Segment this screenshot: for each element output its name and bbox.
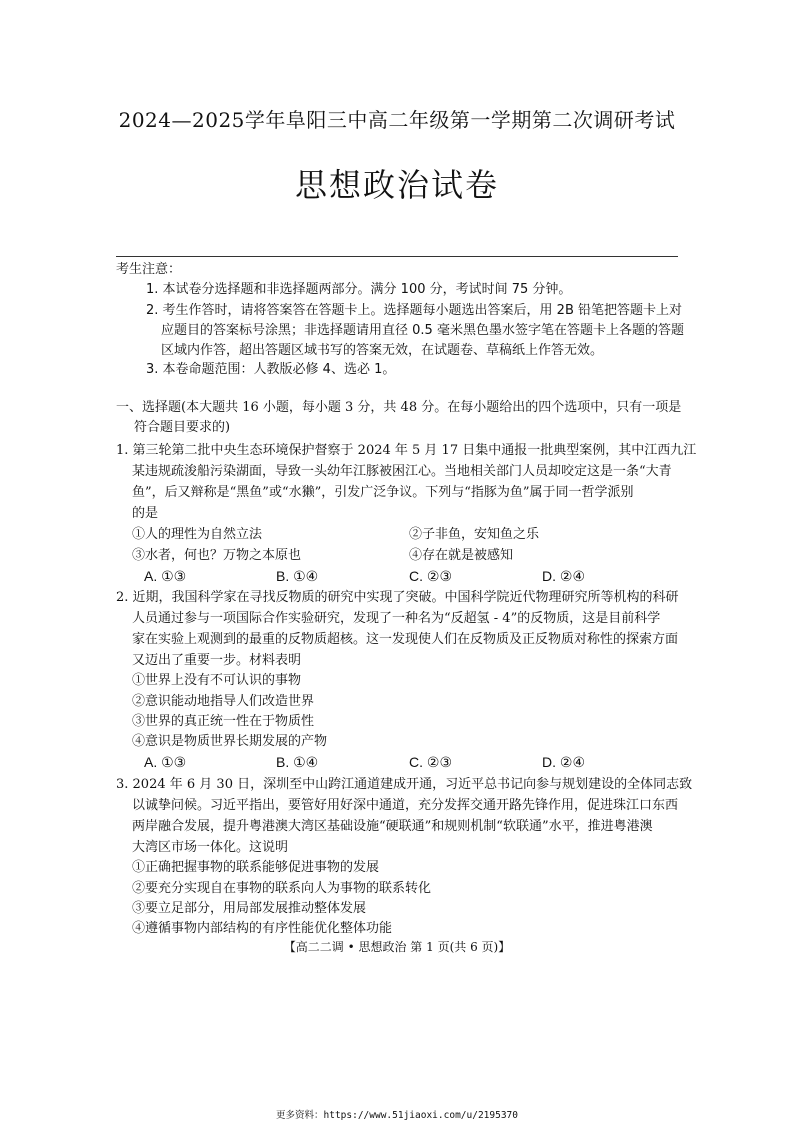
notice-item-2-line-1: 2. 考生作答时，请将答案答在答题卡上。选择题每小题选出答案后，用 2B 铅笔把答题卡上对	[146, 303, 682, 318]
q2-stem-line-2: 人员通过参与一项国际合作实验研究，发现了一种名为“反超氢 - 4”的反物质，这是目前科学	[132, 611, 661, 626]
q3-option-3: ③要立足部分，用局部发展推动整体发展	[132, 901, 367, 916]
q1-option-2: ②子非鱼，安知鱼之乐	[409, 527, 540, 542]
q1-option-3: ③水者，何也？万物之本原也	[132, 548, 302, 563]
section-1-heading-cont: 符合题目要求的)	[134, 420, 231, 435]
q2-option-2: ②意识能动地指导人们改造世界	[132, 694, 315, 709]
notice-item-2-line-2: 应题目的答案标号涂黑；非选择题请用直径 0.5 毫米黑色墨水签字笔在答题卡上各题的答题	[161, 323, 684, 338]
q1-option-4: ④存在就是被感知	[409, 548, 514, 563]
q1-option-1: ①人的理性为自然立法	[132, 527, 263, 542]
q1-choice-c: C. ②③	[409, 568, 452, 584]
q1-stem-line-4: 的是	[132, 506, 159, 521]
more-resources-link[interactable]: 更多资料：https://www.51jiaoxi.com/u/2195370	[276, 1110, 518, 1121]
q1-stem-line-1: 1. 第三轮第二批中央生态环境保护督察于 2024 年 5 月 17 日集中通报一批典型案例，其中江西九江	[116, 443, 697, 458]
q3-option-4: ④遵循事物内部结构的有序性能优化整体功能	[132, 921, 393, 936]
section-1-heading: 一、选择题(本大题共 16 小题，每小题 3 分，共 48 分。在每小题给出的四个选项中，只有一项是	[116, 400, 682, 415]
q2-choice-d: D. ②④	[542, 754, 585, 770]
q2-choice-c: C. ②③	[409, 754, 452, 770]
header-divider	[116, 256, 678, 257]
q2-choice-b: B. ①④	[276, 754, 319, 770]
q1-choice-d: D. ②④	[542, 568, 585, 584]
q3-option-2: ②要充分实现自在事物的联系向人为事物的联系转化	[132, 881, 432, 896]
q1-stem-line-2: 某违规疏浚船污染湖面，导致一头幼年江豚被困江心。当地相关部门人员却咬定这是一条“大青	[132, 464, 672, 479]
q2-stem-line-4: 又迈出了重要一步。材料表明	[132, 653, 302, 668]
notice-item-1: 1. 本试卷分选择题和非选择题两部分。满分 100 分，考试时间 75 分钟。	[146, 282, 572, 297]
paper-subject-title: 思想政治试卷	[294, 166, 499, 204]
q3-stem-line-2: 以诚挚问候。习近平指出，要管好用好深中通道，充分发挥交通开路先锋作用，促进珠江口东西	[132, 798, 679, 813]
q3-stem-line-1: 3. 2024 年 6 月 30 日，深圳至中山跨江通道建成开通，习近平总书记向参与规划建设的全体同志致	[116, 777, 693, 792]
page-footer: 【高二二调 • 思想政治 第 1 页(共 6 页)】	[283, 940, 511, 954]
q2-option-3: ③世界的真正统一性在于物质性	[132, 714, 315, 729]
notice-heading: 考生注意：	[116, 262, 182, 277]
q3-option-1: ①正确把握事物的联系能够促进事物的发展	[132, 860, 380, 875]
q1-choice-b: B. ①④	[276, 568, 319, 584]
exam-title: 2024—2025学年阜阳三中高二年级第一学期第二次调研考试	[118, 108, 676, 132]
notice-item-3: 3. 本卷命题范围：人教版必修 4、选必 1。	[146, 362, 396, 377]
q3-stem-line-4: 大湾区市场一体化。这说明	[132, 840, 289, 855]
notice-item-2-line-3: 区域内作答，超出答题区域书写的答案无效，在试题卷、草稿纸上作答无效。	[161, 343, 604, 358]
q2-stem-line-1: 2. 近期，我国科学家在寻找反物质的研究中实现了突破。中国科学院近代物理研究所等机构的科研	[116, 590, 679, 605]
q2-option-4: ④意识是物质世界长期发展的产物	[132, 734, 328, 749]
q1-stem-line-3: 鱼”，后又辩称是“黑鱼”或“水獭”，引发广泛争议。下列与“指豚为鱼”属于同一哲学派别	[132, 485, 634, 500]
q1-choice-a: A. ①③	[144, 568, 187, 584]
q3-stem-line-3: 两岸融合发展，提升粤港澳大湾区基础设施“硬联通”和规则机制“软联通”水平，推进粤港澳	[132, 819, 653, 834]
q2-option-1: ①世界上没有不可认识的事物	[132, 673, 302, 688]
q2-stem-line-3: 家在实验上观测到的最重的反物质超核。这一发现使人们在反物质及正反物质对称性的探索方面	[132, 632, 679, 647]
q2-choice-a: A. ①③	[144, 754, 187, 770]
